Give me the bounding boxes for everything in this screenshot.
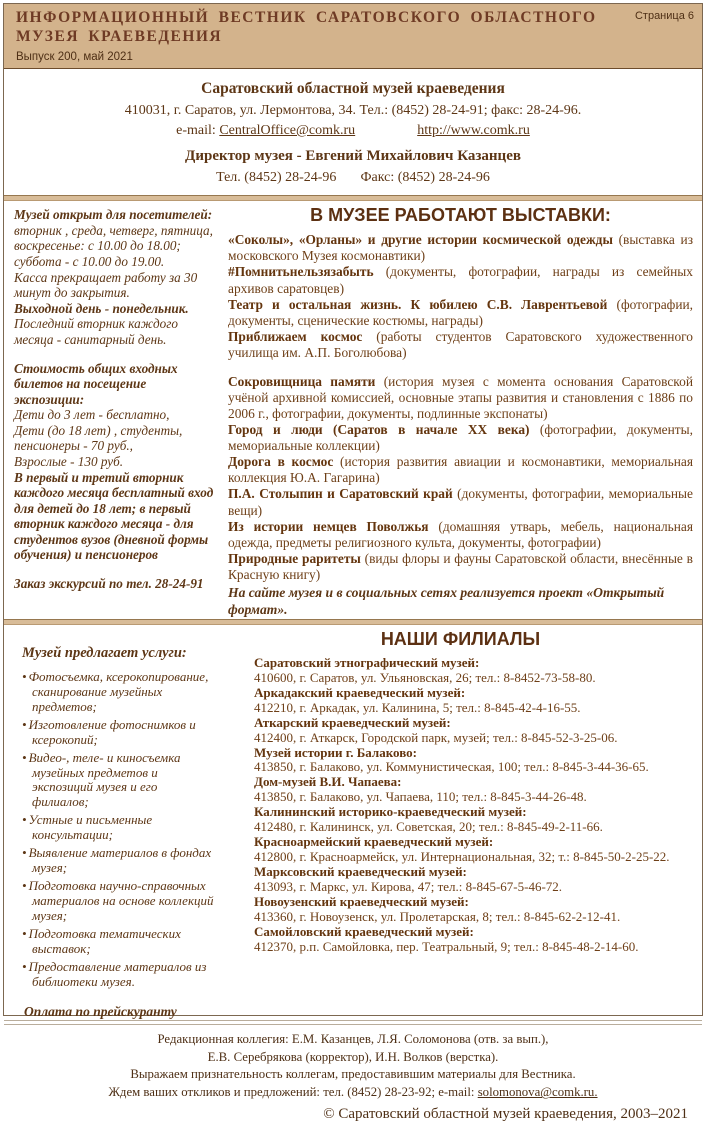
exhibition-name: Дорога в космос — [228, 454, 334, 470]
exhibition-name: Город и люди (Саратов в начале XX века) — [228, 422, 530, 438]
sanitary-day-note: Последний вторник каждого месяца - санитарный день. — [14, 316, 179, 347]
service-item: • Видео-, теле- и киносъемка музейных предметов и экспозиций музея и его филиалов; — [22, 751, 214, 811]
service-item: • Изготовление фотоснимков и ксерокопий; — [22, 718, 214, 748]
feedback-email-link[interactable]: solomonova@comk.ru. — [477, 1085, 598, 1100]
branch-item — [254, 895, 693, 925]
director-phones — [4, 168, 702, 188]
service-item: • Выявление материалов в фондах музея; — [22, 846, 214, 876]
exhibition-name: Приближаем космос — [228, 328, 363, 344]
director-line: Директор музея - Евгений Михайлович Казанцев — [185, 148, 521, 165]
issue-label: Выпуск 200, май 2021 — [16, 51, 133, 64]
exhibition-desc: (фотографии, документы, мемориальные коллекции) — [228, 422, 693, 454]
exhibition-name: Театр и остальная жизнь. К юбилею С.В. Лаврентьевой — [228, 296, 608, 312]
services-list — [14, 670, 214, 990]
branch-address: 413850, г. Балаково, ул. Коммунистическая, 100; тел.: 8-845-3-44-36-65. — [254, 759, 649, 775]
contact-block — [4, 69, 702, 195]
price-adults: Взрослые - 130 руб. — [14, 453, 124, 469]
museum-address: 410031, г. Саратов, ул. Лермонтова, 34. Тел.: (8452) 28-24-91; факс: 28-24-96. — [124, 102, 582, 118]
branch-name: Марксовский краеведческий музей: — [254, 864, 467, 880]
branch-name: Саратовский этнографический музей: — [254, 654, 480, 670]
excursion-booking: Заказ экскурсий по тел. 28-24-91 — [14, 576, 204, 592]
exhibition-desc: (документы, фотографии, награды из семейных архивов саратовцев) — [228, 264, 693, 296]
branch-name: Калининский историко-краеведческий музей: — [254, 804, 527, 820]
exhibition-name: #Помнитьнельзязабыть — [228, 264, 374, 280]
branch-item — [254, 805, 693, 835]
bulletin-title: ИНФОРМАЦИОННЫЙ ВЕСТНИК САРАТОВСКОГО ОБЛАСТНОГО МУЗЕЯ КРАЕВЕДЕНИЯ — [16, 9, 597, 45]
exhibition-desc: (выставка из московского Музея космонавтики) — [228, 232, 693, 264]
branch-address: 410600, г. Саратов, ул. Ульяновская, 26; тел.: 8-8452-73-58-80. — [254, 669, 596, 685]
services-column — [4, 625, 216, 1020]
branch-item — [254, 865, 693, 895]
exhibition-item — [228, 232, 693, 264]
exhibition-name: «Соколы», «Орланы» и другие истории космической одежды — [228, 232, 613, 248]
exhibition-item — [228, 374, 693, 422]
service-item: • Устные и письменные консультации; — [22, 813, 214, 843]
branch-address: 413360, г. Новоузенск, ул. Пролетарская, 8; тел.: 8-845-62-2-12-41. — [254, 908, 621, 924]
branch-item — [254, 716, 693, 746]
bulletin-page — [3, 3, 703, 1123]
exhibition-name: П.А. Столыпин и Саратовский край — [228, 486, 453, 502]
branch-item — [254, 746, 693, 776]
footer — [4, 1025, 702, 1125]
branch-name: Красноармейский краеведческий музей: — [254, 834, 494, 850]
branch-name: Новоузенский краеведческий музей: — [254, 893, 469, 909]
exhibition-name: Природные раритеты — [228, 550, 361, 566]
exhibitions-title: В МУЗЕЕ РАБОТАЮТ ВЫСТАВКИ: — [310, 205, 611, 226]
exhibition-desc: (история музея с момента основания Саратовской учёной архивной комиссией, основные этапы развития и становления с 1886 по 2006 г., фотографии, документы, подлинные экспонаты) — [228, 373, 693, 422]
email-label: e-mail: — [176, 122, 220, 138]
branch-item — [254, 686, 693, 716]
branch-address: 413093, г. Маркс, ул. Кирова, 47; тел.: 8-845-67-5-46-72. — [254, 878, 563, 894]
website-link[interactable]: http://www.comk.ru — [417, 122, 530, 138]
service-item: • Подготовка научно-справочных материалов на основе коллекций музея; — [22, 879, 214, 924]
director-phone: Тел. (8452) 28-24-96 — [216, 170, 337, 185]
open-hours-text: вторник , среда, четверг, пятница, воскресенье: с 10.00 до 18.00; суббота - с 10.00 до 19.00. — [14, 222, 213, 270]
bottom-section — [4, 625, 702, 1020]
branch-address: 412210, г. Аркадак, ул. Калинина, 5; тел.: 8-845-42-4-16-55. — [254, 699, 581, 715]
exhibition-desc: (виды флоры и фауны Саратовской области, внесённые в Красную книгу) — [228, 550, 693, 582]
exhibitions-group-1 — [228, 232, 693, 361]
acknowledgement-line: Выражаем признательность коллегам, предоставившим материалы для Вестника. — [130, 1067, 576, 1082]
exhibition-item — [228, 422, 693, 454]
top-section — [4, 201, 702, 619]
masthead — [4, 4, 702, 69]
branch-name: Аткарский краеведческий музей: — [254, 714, 451, 730]
branches-title: НАШИ ФИЛИАЛЫ — [380, 628, 541, 649]
feedback-text: Ждем ваших откликов и предложений: тел. (8452) 28-23-92; e-mail: — [108, 1085, 478, 1100]
cashdesk-note: Касса прекращает работу за 30 минут до закрытия. — [14, 269, 198, 301]
branch-item — [254, 656, 693, 686]
exhibition-desc: (история развития авиации и космонавтики, мемориальная коллекция Ю.А. Гагарина) — [228, 454, 693, 486]
exhibition-desc: (фотографии, документы, сценические костюмы, награды) — [228, 296, 693, 328]
branch-address: 412480, г. Калининск, ул. Советская, 20; тел.: 8-845-49-2-11-66. — [254, 819, 603, 835]
branch-address: 413850, г. Балаково, ул. Чапаева, 110; тел.: 8-845-3-44-26-48. — [254, 789, 587, 805]
branches-list — [254, 656, 693, 955]
museum-links-line — [4, 121, 702, 141]
price-children-18: Дети (до 18 лет) , студенты, пенсионеры - 70 руб., — [14, 422, 183, 454]
payment-note: Оплата по прейскуранту — [24, 1003, 177, 1019]
page-number: Страница 6 — [634, 10, 694, 22]
exhibition-name: Сокровищница памяти — [228, 373, 376, 389]
editorial-line-1: Редакционная коллегия: Е.М. Казанцев, Л.Я. Соломонова (отв. за вып.), — [157, 1031, 549, 1046]
exhibition-item — [228, 297, 693, 329]
branch-name: Музей истории г. Балаково: — [254, 744, 417, 760]
price-children-3: Дети до 3 лет - бесплатно, — [14, 407, 170, 423]
services-title: Музей предлагает услуги: — [22, 644, 187, 661]
exhibition-name: Из истории немцев Поволжья — [228, 518, 429, 534]
copyright-line: © Саратовский областной музей краеведения, 2003–2021 — [323, 1106, 688, 1123]
exhibition-item — [228, 264, 693, 296]
open-format-note: На сайте музея и в социальных сетях реализуется проект «Открытый формат». — [228, 584, 665, 617]
branch-address: 412800, г. Красноармейск, ул. Интернациональная, 32; т.: 8-845-50-2-25-22. — [254, 849, 670, 865]
feedback-line — [14, 1084, 692, 1102]
editorial-line-2: Е.В. Серебрякова (корректор), И.Н. Волков (верстка). — [207, 1049, 499, 1064]
exhibition-item — [228, 519, 693, 551]
exhibition-item — [228, 486, 693, 518]
branch-item — [254, 775, 693, 805]
branches-column — [216, 625, 702, 1020]
spacer — [228, 361, 693, 374]
exhibition-desc: (работы студентов Саратовского художественного училища им. А.П. Боголюбова) — [228, 328, 694, 360]
exhibition-desc: (домашняя утварь, мебель, национальная одежда, предметы религиозного культа, документы, фотографии) — [228, 518, 693, 550]
exhibition-item — [228, 329, 693, 361]
service-item: • Фотосъемка, ксерокопирование, сканирование музейных предметов; — [22, 670, 214, 715]
exhibition-desc: (документы, фотографии, мемориальные вещи) — [228, 486, 693, 518]
branch-name: Самойловский краеведческий музей: — [254, 923, 474, 939]
museum-name: Саратовский областной музей краеведения — [201, 80, 505, 98]
branch-item — [254, 925, 693, 955]
branch-name: Дом-музей В.И. Чапаева: — [254, 774, 402, 790]
day-off-note: Выходной день - понедельник. — [14, 300, 189, 316]
exhibitions-column — [216, 201, 702, 619]
branch-name: Аркадакский краеведческий музей: — [254, 684, 466, 700]
exhibitions-group-2 — [228, 374, 693, 583]
service-item: • Предоставление материалов из библиотеки музея. — [22, 960, 214, 990]
branch-address: 412370, р.п. Самойловка, пер. Театральный, 9; тел.: 8-845-48-2-14-60. — [254, 938, 639, 954]
service-item: • Подготовка тематических выставок; — [22, 927, 214, 957]
exhibition-item — [228, 551, 693, 583]
branch-address: 412400, г. Аткарск, Городской парк, музей; тел.: 8-845-52-3-25-06. — [254, 729, 618, 745]
price-title: Стоимость общих входных билетов на посещение экспозиции: — [14, 360, 178, 407]
director-fax: Факс: (8452) 28-24-96 — [360, 170, 490, 185]
visiting-info-column — [4, 201, 216, 619]
free-entry-note: В первый и третий вторник каждого месяца бесплатный вход для детей до 18 лет; в первый вторник каждого месяца - для студентов вузов (дневной формы обучения) и пенсионеров — [14, 469, 214, 563]
open-hours-title: Музей открыт для посетителей: — [14, 207, 213, 223]
exhibition-item — [228, 454, 693, 486]
email-link[interactable]: CentralOffice@comk.ru — [219, 122, 356, 138]
branch-item — [254, 835, 693, 865]
